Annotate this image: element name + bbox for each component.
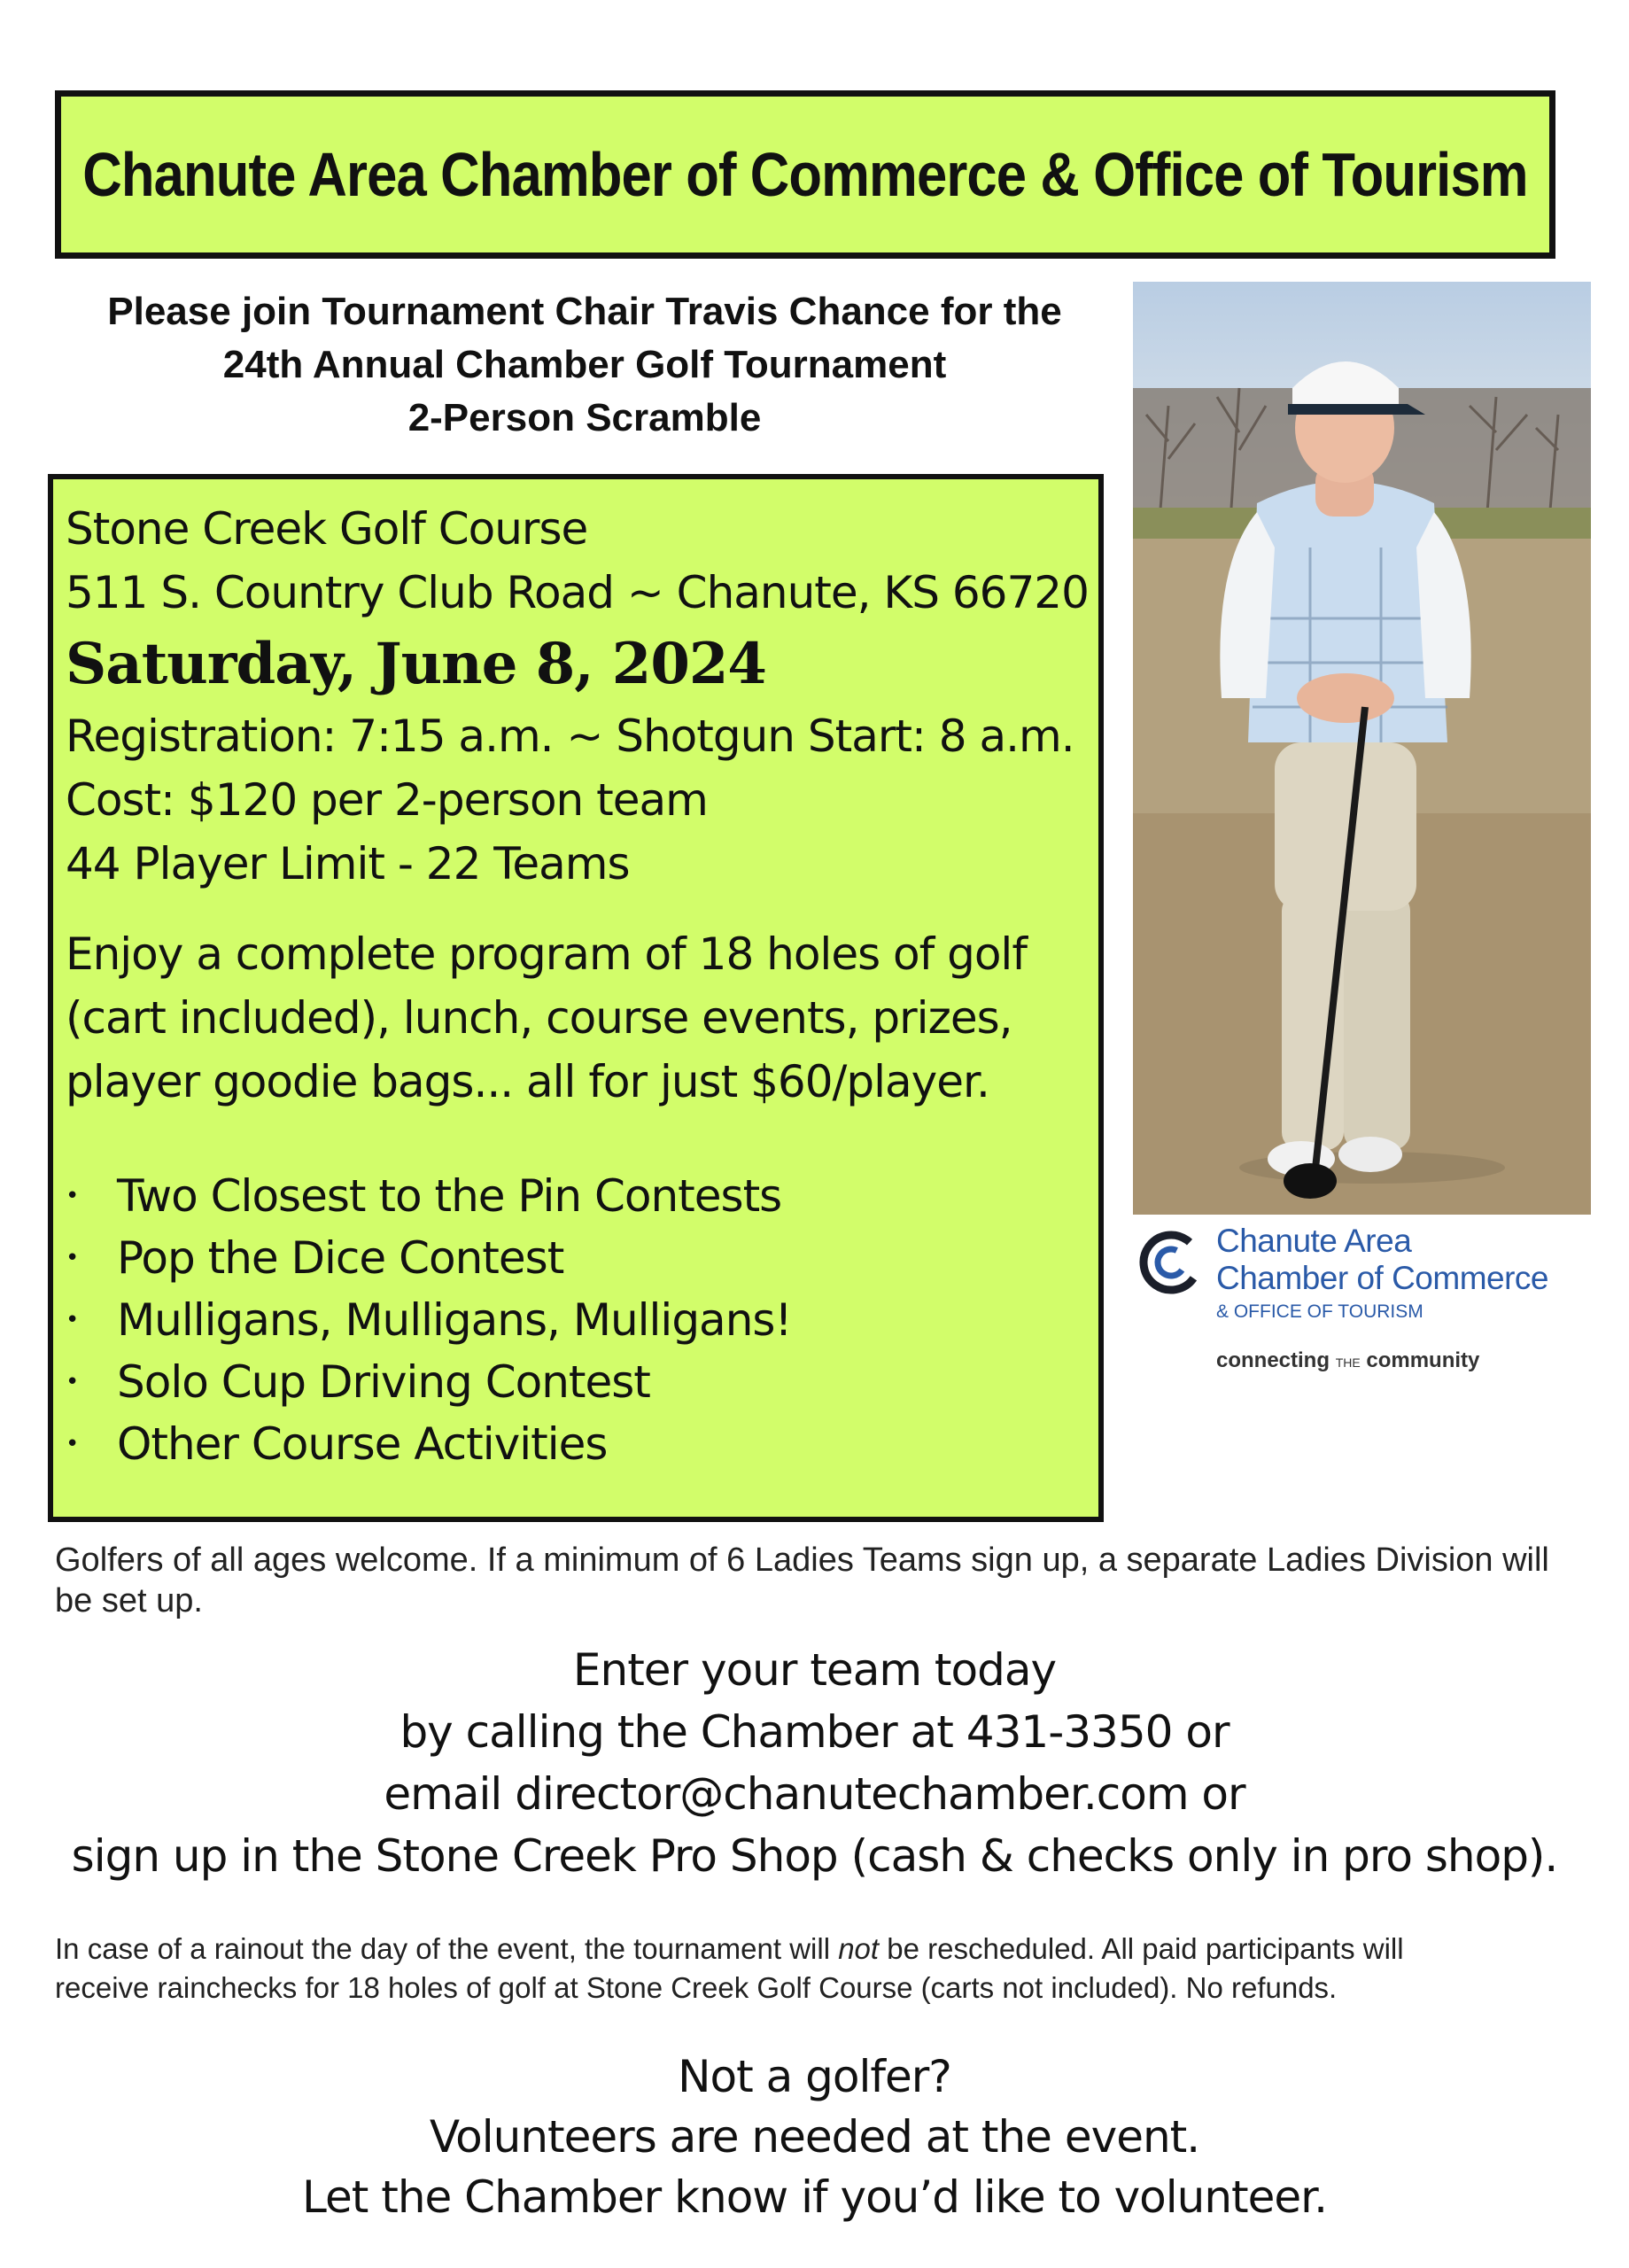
- rainout-line-2: receive rainchecks for 18 holes of golf at Stone Creek Golf Course (carts not included). No refunds.: [55, 1971, 1338, 2004]
- bullet-icon: •: [66, 1183, 79, 1209]
- volunteer-line-3: Let the Chamber know if you’d like to volunteer.: [301, 2171, 1328, 2223]
- logo-tagline: connecting THE community: [1216, 1348, 1480, 1372]
- page-title: Chanute Area Chamber of Commerce & Office of Tourism: [82, 140, 1528, 209]
- enter-line-2: by calling the Chamber at 431-3350 or: [399, 1706, 1230, 1758]
- list-item: • Mulligans, Mulligans, Mulligans!: [66, 1289, 1098, 1351]
- golfer-photo: [1133, 282, 1591, 1215]
- volunteer-call: [0, 2047, 1629, 2227]
- list-item: • Pop the Dice Contest: [66, 1227, 1098, 1289]
- enter-line-3: email director@chanutechamber.com or: [384, 1768, 1245, 1820]
- activities-list: [66, 1165, 1098, 1475]
- invitation-line-2: 24th Annual Chamber Golf Tournament: [222, 343, 947, 386]
- bullet-icon: •: [66, 1369, 79, 1395]
- invitation-line-1: Please join Tournament Chair Travis Chance for the: [107, 290, 1062, 333]
- cost: Cost: $120 per 2-person team: [66, 774, 708, 826]
- list-item: • Solo Cup Driving Contest: [66, 1351, 1098, 1413]
- venue-name: Stone Creek Golf Course: [66, 503, 588, 555]
- bullet-icon: •: [66, 1431, 79, 1457]
- event-details-box: [48, 474, 1104, 1522]
- event-date: Saturday, June 8, 2024: [66, 631, 766, 697]
- chamber-c-icon: [1138, 1230, 1204, 1295]
- program-line: (cart included), lunch, course events, prizes,: [66, 992, 1012, 1044]
- volunteer-line-2: Volunteers are needed at the event.: [429, 2111, 1200, 2163]
- title-banner: [55, 90, 1555, 259]
- logo-name-line-1: Chanute Area: [1216, 1223, 1412, 1259]
- volunteer-line-1: Not a golfer?: [678, 2051, 951, 2102]
- logo-subtitle: & OFFICE OF TOURISM: [1216, 1301, 1423, 1322]
- venue-address: 511 S. Country Club Road ~ Chanute, KS 66720: [66, 567, 1089, 618]
- enter-line-4: sign up in the Stone Creek Pro Shop (cash & checks only in pro shop).: [71, 1830, 1558, 1882]
- rainout-line-1: In case of a rainout the day of the event, the tournament will not be rescheduled. All paid participants will: [55, 1932, 1404, 1965]
- invitation: [35, 285, 1134, 445]
- bullet-icon: •: [66, 1307, 79, 1333]
- list-item: • Two Closest to the Pin Contests: [66, 1165, 1098, 1227]
- chamber-logo: [1138, 1223, 1599, 1391]
- enter-line-1: Enter your team today: [572, 1644, 1057, 1696]
- player-limit: 44 Player Limit - 22 Teams: [66, 838, 630, 889]
- program-line: Enjoy a complete program of 18 holes of golf: [66, 928, 1027, 980]
- invitation-line-3: 2-Person Scramble: [407, 396, 762, 439]
- list-item: • Other Course Activities: [66, 1413, 1098, 1475]
- registration-info: [0, 1639, 1629, 1887]
- registration-time: Registration: 7:15 a.m. ~ Shotgun Start: 8 a.m.: [66, 711, 1074, 762]
- rainout-policy: [55, 1930, 1579, 2008]
- golfer-illustration: [1133, 282, 1591, 1215]
- welcome-note: Golfers of all ages welcome. If a minimum of 6 Ladies Teams sign up, a separate Ladies Division will be set up.: [55, 1542, 1549, 1619]
- logo-text: [1216, 1223, 1548, 1327]
- program-description: [66, 922, 1098, 1114]
- logo-name-line-2: Chamber of Commerce: [1216, 1260, 1549, 1296]
- bullet-icon: •: [66, 1245, 79, 1271]
- program-line: player goodie bags... all for just $60/player.: [66, 1056, 989, 1107]
